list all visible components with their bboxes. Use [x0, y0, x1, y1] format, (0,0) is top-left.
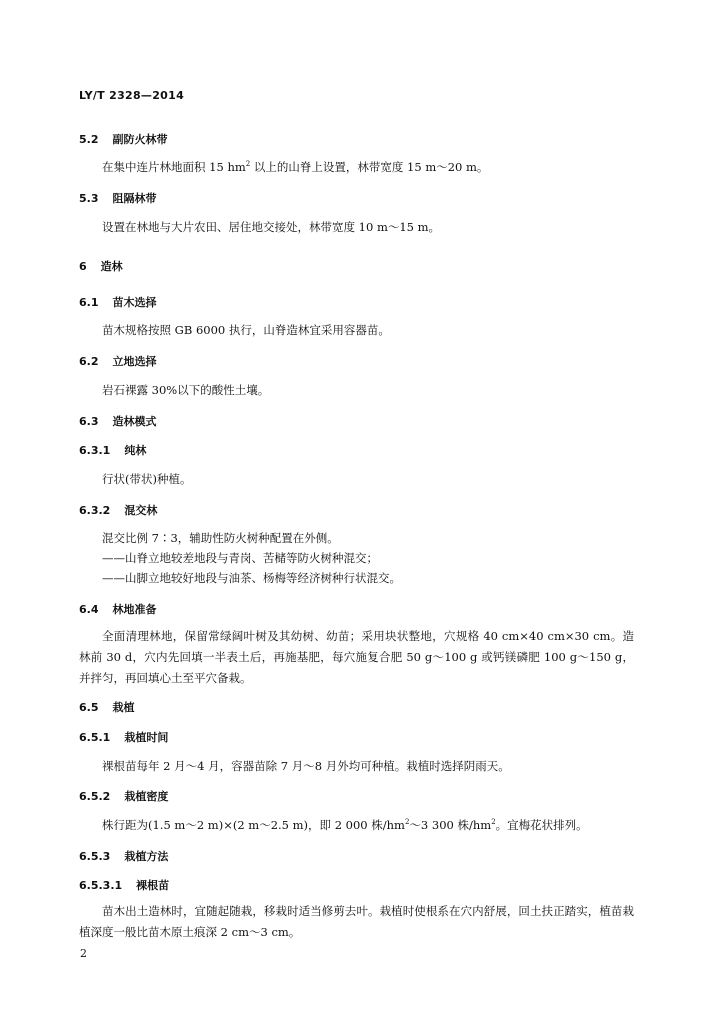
- paragraph-6-5-3-1: 苗木出土造林时，宜随起随栽，移栽时适当修剪去叶。栽植时使根系在穴内舒展，回土扶正踏实，植苗栽植深度一般比苗木原土痕深 2 cm～3 cm。: [79, 904, 634, 939]
- text-part: 在集中连片林地面积 15 hm: [102, 160, 246, 174]
- paragraph-5-3: 设置在林地与大片农田、居住地交接处，林带宽度 10 m～15 m。: [102, 220, 441, 234]
- heading-title: 林地准备: [112, 603, 157, 616]
- paragraph-5-2: [102, 159, 488, 175]
- heading-6-2: [79, 353, 157, 369]
- heading-title: 栽植方法: [124, 850, 169, 863]
- list-item-6-3-2-2: ——山脚立地较好地段与油茶、杨梅等经济树种行状混交。: [102, 571, 401, 585]
- heading-number: 6.5.1: [79, 731, 111, 744]
- paragraph-6-4: 全面清理林地，保留常绿阔叶树及其幼树、幼苗；采用块状整地，穴规格 40 cm×40 cm×30 cm。造林前 30 d，穴内先回填一半表土后，再施基肥，每穴施复合肥 50 g～100 g 或钙镁磷肥 100 g～150 g，并拌匀，再回填心土至平穴备栽。: [79, 629, 634, 685]
- superscript: 2: [491, 818, 496, 826]
- heading-6-5-3-1: [79, 877, 169, 893]
- heading-6: [79, 258, 123, 274]
- heading-title: 混交林: [124, 504, 158, 517]
- text-part: 以上的山脊上设置，林带宽度 15 m～20 m。: [250, 160, 489, 174]
- superscript: 2: [404, 818, 410, 826]
- heading-title: 立地选择: [112, 355, 157, 368]
- heading-title: 副防火林带: [112, 133, 168, 146]
- heading-number: 6.5.2: [79, 790, 111, 803]
- heading-title: 阻隔林带: [112, 192, 157, 205]
- heading-5-3: [79, 190, 157, 206]
- heading-6-4: [79, 601, 157, 617]
- heading-title: 栽植: [112, 701, 135, 714]
- heading-title: 栽植密度: [124, 790, 169, 803]
- heading-6-5: [79, 699, 135, 715]
- heading-title: 栽植时间: [124, 731, 169, 744]
- heading-number: 5.2: [79, 133, 99, 146]
- heading-number: 6.3.2: [79, 504, 111, 517]
- heading-number: 6.5.3.1: [79, 879, 123, 892]
- heading-number: 6.4: [79, 603, 99, 616]
- text-part: 株行距为(1.5 m～2 m)×(2 m～2.5 m)，即 2 000 株/hm: [102, 818, 405, 832]
- heading-6-3-1: [79, 442, 146, 458]
- paragraph-6-5-2: [102, 817, 588, 833]
- heading-number: 6.5: [79, 701, 99, 714]
- heading-5-2: [79, 131, 168, 147]
- heading-number: 5.3: [79, 192, 99, 205]
- text-part: ～3 300 株/hm: [409, 818, 492, 832]
- heading-6-5-2: [79, 788, 168, 804]
- heading-title: 纯林: [124, 444, 147, 457]
- heading-6-3: [79, 413, 157, 429]
- heading-number: 6.2: [79, 355, 99, 368]
- heading-title: 裸根苗: [136, 879, 170, 892]
- heading-number: 6.3: [79, 415, 99, 428]
- paragraph-6-1: 苗木规格按照 GB 6000 执行，山脊造林宜采用容器苗。: [102, 323, 390, 337]
- heading-6-3-2: [79, 502, 157, 518]
- heading-title: 苗木选择: [112, 296, 157, 309]
- heading-6-5-1: [79, 729, 168, 745]
- paragraph-6-5-1: 裸根苗每年 2 月～4 月，容器苗除 7 月～8 月外均可种植。栽植时选择阴雨天。: [102, 759, 510, 773]
- superscript: 2: [245, 160, 251, 168]
- paragraph-6-3-2-line-1: 混交比例 7∶3，辅助性防火树种配置在外侧。: [102, 531, 339, 545]
- heading-number: 6.5.3: [79, 850, 111, 863]
- heading-title: 造林: [100, 260, 123, 273]
- heading-number: 6.1: [79, 296, 99, 309]
- paragraph-6-2: 岩石裸露 30%以下的酸性土壤。: [102, 383, 270, 397]
- list-item-6-3-2-1: ——山脊立地较差地段与青岗、苦槠等防火树种混交；: [102, 551, 378, 565]
- heading-number: 6.3.1: [79, 444, 111, 457]
- heading-6-5-3: [79, 848, 168, 864]
- document-code: LY/T 2328—2014: [79, 89, 185, 102]
- text-part: 。宜梅花状排列。: [495, 818, 588, 832]
- page-number: 2: [80, 947, 87, 960]
- heading-number: 6: [79, 260, 87, 273]
- paragraph-6-3-1: 行状(带状)种植。: [102, 472, 192, 486]
- heading-6-1: [79, 294, 157, 310]
- heading-title: 造林模式: [112, 415, 157, 428]
